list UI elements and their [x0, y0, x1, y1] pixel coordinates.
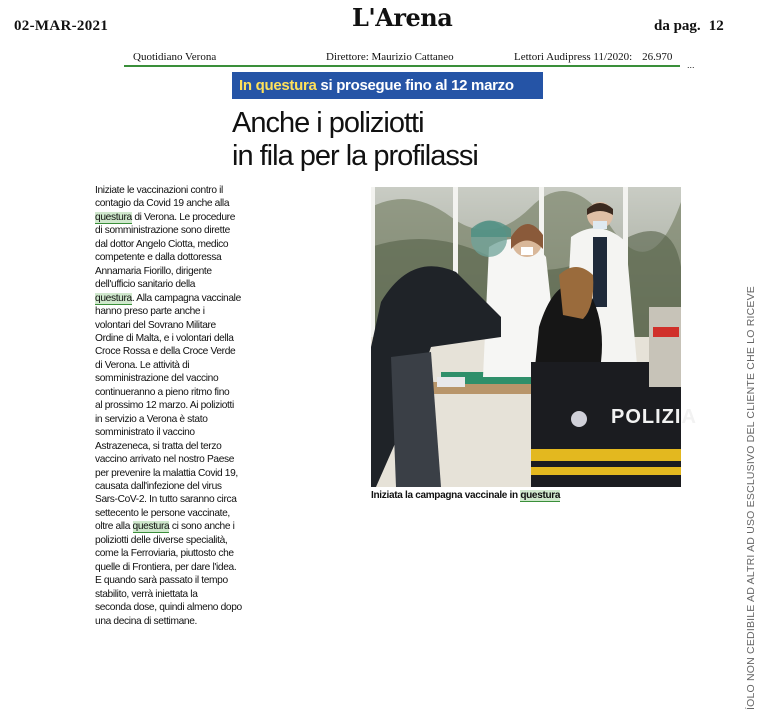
- headline-line-1: Anche i poliziotti: [232, 107, 424, 139]
- headline: [232, 107, 478, 173]
- photo-caption: [371, 490, 560, 501]
- kicker-banner: [232, 72, 543, 99]
- readers-label: Lettori Audipress 11/2020:: [514, 51, 633, 63]
- header-rule: [124, 65, 680, 67]
- publication-type: Quotidiano Verona: [133, 51, 217, 63]
- article-text-2: di Verona. Le procedure di somministrazione sono dirette dal dottor Angelo Ciotta, medico competente e dalla dottoressa Annamaria Fiorillo, dirigente dell'ufficio sanitario della: [95, 211, 236, 291]
- caption-keyword: questura: [520, 490, 561, 501]
- readers-line: [514, 51, 672, 63]
- article-text-4: ci sono anche i poliziotti delle diverse specialità, come la Ferroviaria, piuttosto che quelle di Frontiera, per dare l'idea. E quando sarà passato il tempo stabilito, verrà iniettata la seconda dose, quindi almeno dopo una decina di settimane.: [95, 521, 242, 627]
- article-body: [95, 184, 255, 628]
- newspaper-masthead: L'Arena: [352, 3, 453, 32]
- page-reference: [654, 18, 724, 35]
- caption-text: Iniziata la campagna vaccinale in: [371, 490, 521, 501]
- readers-value: 26.970: [642, 51, 673, 63]
- kicker-text: si prosegue fino al 12 marzo: [316, 77, 514, 94]
- vest-lettering: POLIZIA: [611, 406, 697, 428]
- keyword-highlight-3: questura: [132, 521, 170, 533]
- keyword-highlight-1: questura: [95, 211, 132, 223]
- keyword-highlight-2: questura: [95, 292, 132, 304]
- rights-notice: ÍOLO NON CEDIBILE AD ALTRI AD USO ESCLUSIVO DEL CLIENTE CHE LO RICEVE: [745, 286, 757, 710]
- issue-date: 02-MAR-2021: [14, 18, 109, 34]
- page-number: 12: [708, 18, 724, 34]
- article-text-1: Iniziate le vaccinazioni contro il contagio da Covid 19 anche alla: [95, 185, 230, 210]
- page-label: da pag.: [654, 18, 701, 34]
- director-line: Direttore: Maurizio Cattaneo: [326, 51, 454, 63]
- continuation-mark: ...: [687, 60, 695, 70]
- news-photo: [371, 187, 697, 487]
- article-text-3: . Alla campagna vaccinale hanno preso parte anche i volontari del Sovrano Militare Ordine di Malta, e i volontari della Croce Rossa e della Croce Verde di Verona. Le attività di somministrazione del vaccino continueranno a pieno ritmo fino al prossimo 12 marzo. Ai poliziotti in servizio a Verona è stato somministrato il vaccino Astrazeneca, si tratta del terzo vaccino arrivato nel nostro Paese per prevenire la malattia Covid 19, causata dall'infezione del virus Sars-CoV-2. In tutto saranno circa settecento le persone vaccinate, oltre alla: [95, 292, 241, 533]
- kicker-highlight: In questura: [239, 77, 317, 94]
- headline-line-2: in fila per la profilassi: [232, 140, 478, 172]
